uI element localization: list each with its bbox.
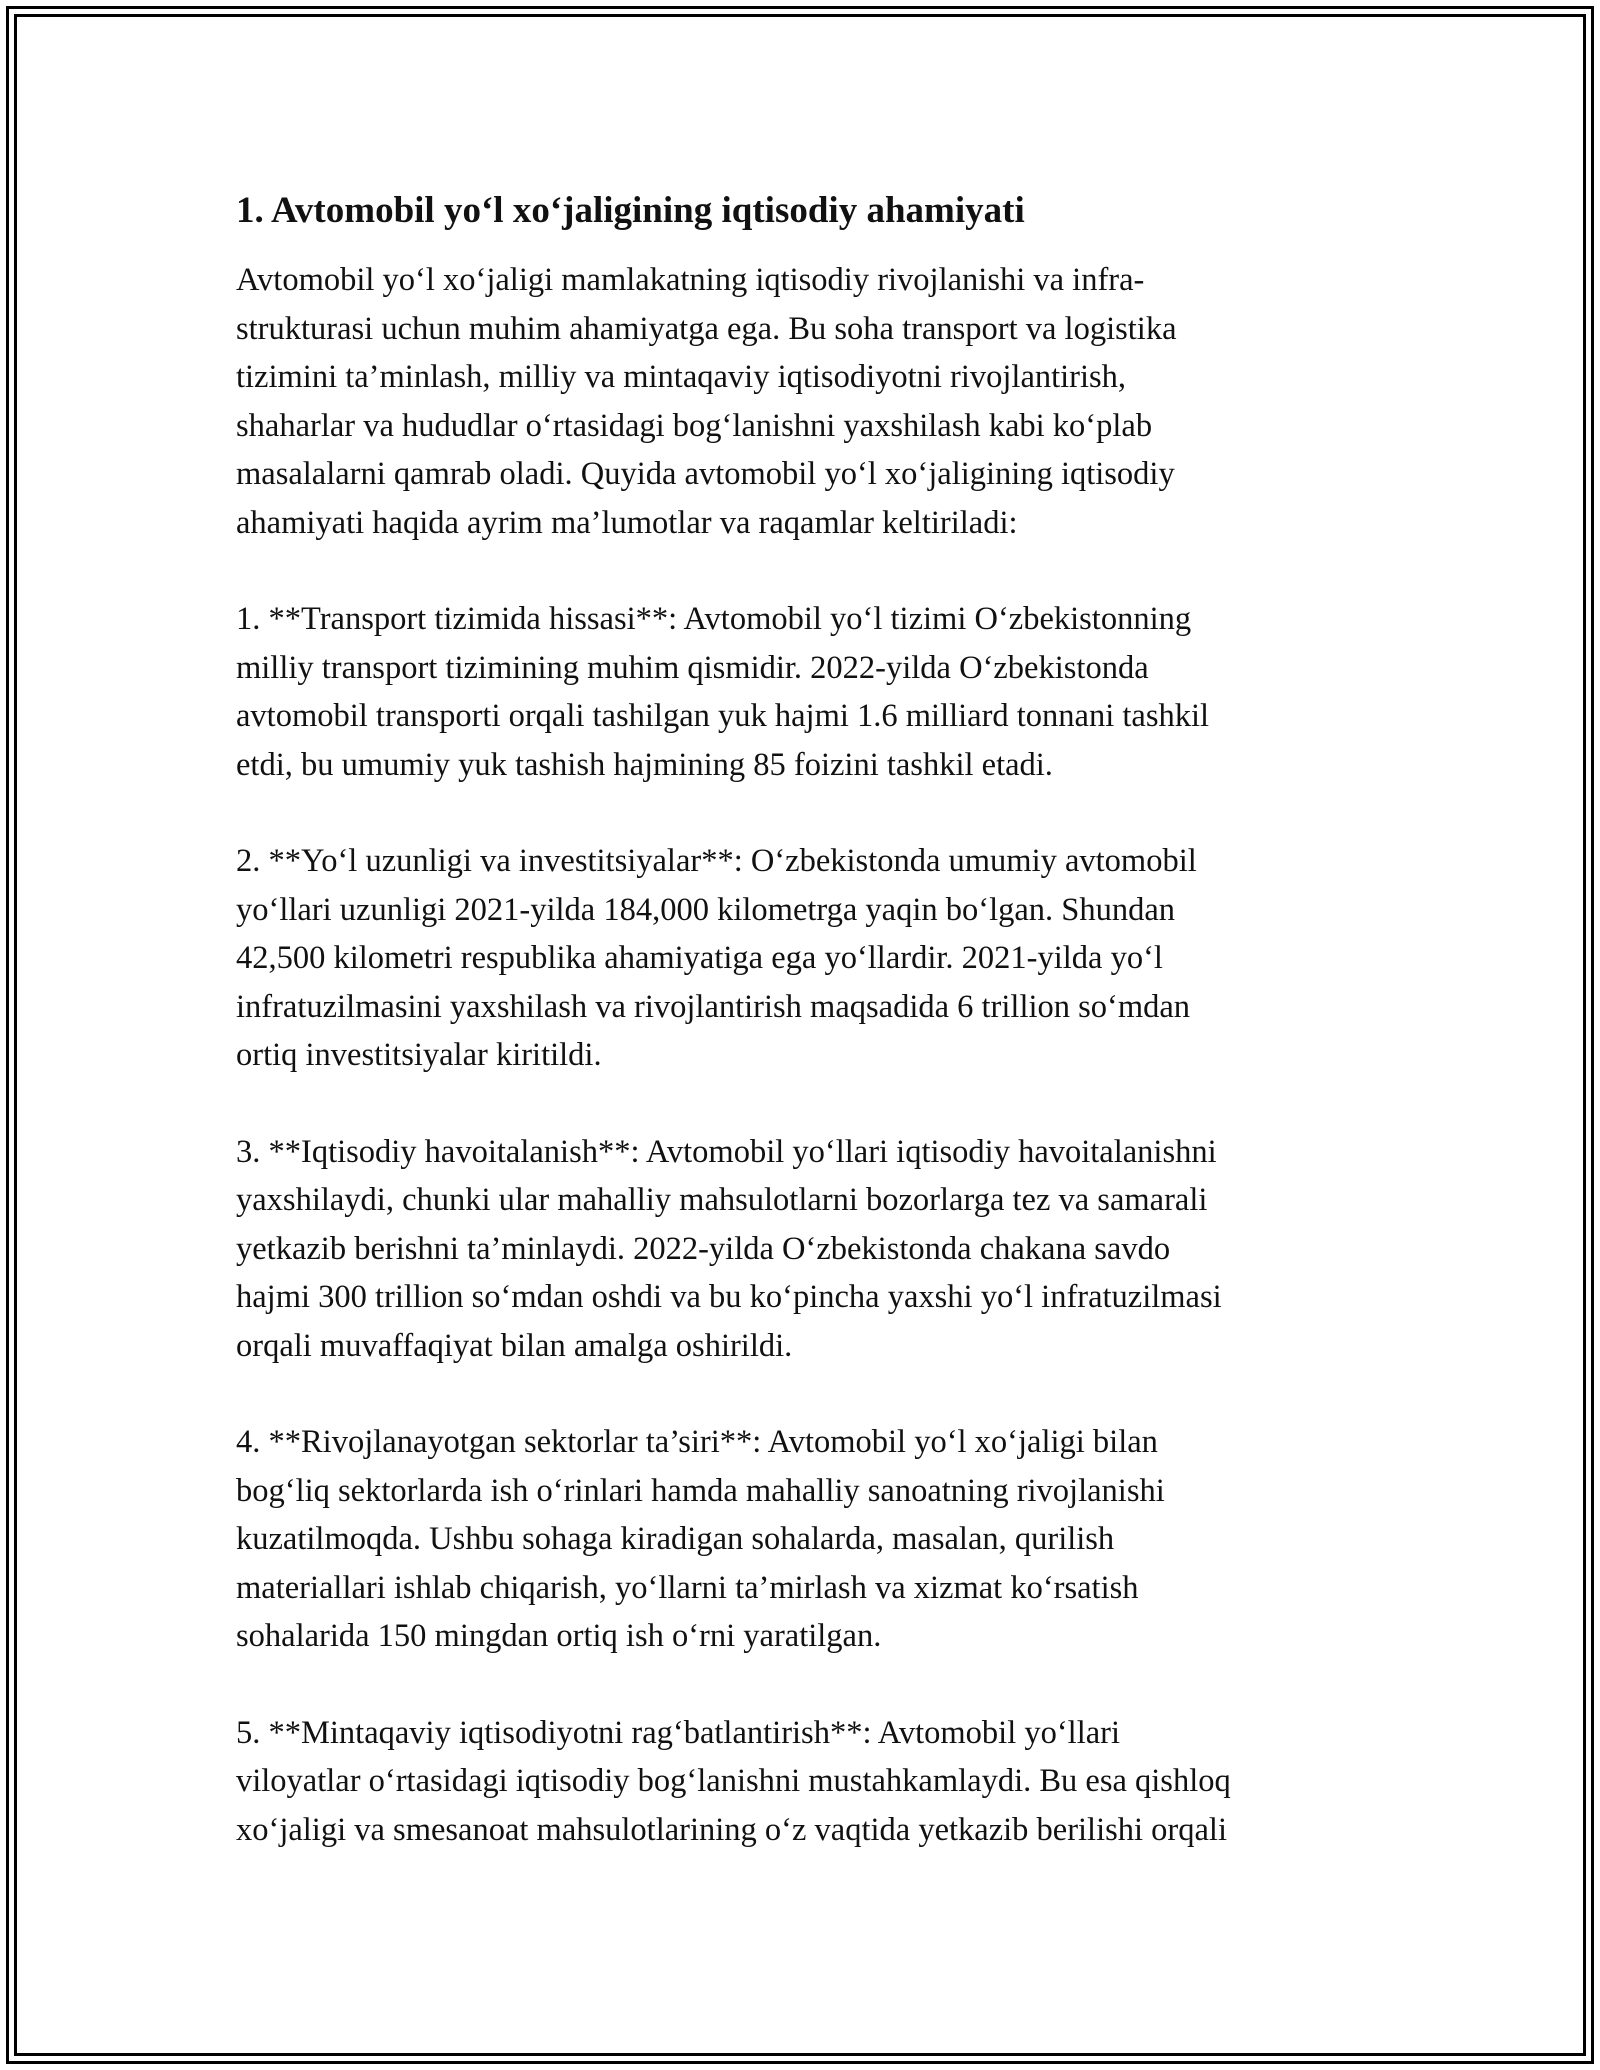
document-title: 1. Avtomobil yo‘l xo‘jaligining iqtisodiy ahamiyati: [236, 190, 1025, 231]
intro-paragraph: Avtomobil yo‘l xo‘jaligi mamlakatning iqtisodiy rivojlanishi va infra- strukturasi uchun muhim ahamiyatga ega. Bu soha transport va logistika tizimini ta’minlash, milliy va mintaqaviy iqtisodiyotni rivojlantirish, shaharlar va hududlar o‘rtasidagi bog‘lanishni yaxshilash kabi ko‘plab masalalarni qamrab oladi. Quyida avtomobil yo‘l xo‘jaligining iqtisodiy ahamiyati haqida ayrim ma’lumotlar va raqamlar keltiriladi:: [236, 262, 1177, 541]
paragraph-economic-connectivity: 3. **Iqtisodiy havoitalanish**: Avtomobil yo‘llari iqtisodiy havoitalanishni yaxshilaydi, chunki ular mahalliy mahsulotlarni bozorlarga tez va samarali yetkazib berishni ta’minlaydi. 2022-yilda O‘zbekistonda chakana savdo hajmi 300 trillion so‘mdan oshdi va bu ko‘pincha yaxshi yo‘l infratuzilmasi orqali muvaffaqiyat bilan amalga oshirildi.: [236, 1133, 1222, 1364]
document-body: [236, 186, 1386, 1854]
paragraph-developing-sectors: 4. **Rivojlanayotgan sektorlar ta’siri**: Avtomobil yo‘l xo‘jaligi bilan bog‘liq sektorlarda ish o‘rinlari hamda mahalliy sanoatning rivojlanishi kuzatilmoqda. Ushbu sohaga kiradigan sohalarda, masalan, qurilish materiallari ishlab chiqarish, yo‘llarni ta’mirlash va xizmat ko‘rsatish sohalarida 150 mingdan ortiq ish o‘rni yaratilgan.: [236, 1424, 1165, 1654]
paragraph-transport-share: 1. **Transport tizimida hissasi**: Avtomobil yo‘l tizimi O‘zbekistonning milliy transport tizimining muhim qismidir. 2022-yilda O‘zbekistonda avtomobil transporti orqali tashilgan yuk hajmi 1.6 milliard tonnani tashkil etdi, bu umumiy yuk tashish hajmining 85 foizini tashkil etadi.: [236, 601, 1210, 783]
paragraph-regional-economy: 5. **Mintaqaviy iqtisodiyotni rag‘batlantirish**: Avtomobil yo‘llari viloyatlar o‘rtasidagi iqtisodiy bog‘lanishni mustahkamlaydi. Bu esa qishloq xo‘jaligi va smesanoat mahsulotlarining o‘z vaqtida yetkazib berilishi orqali: [236, 1714, 1231, 1848]
paragraph-road-length-investments: 2. **Yo‘l uzunligi va investitsiyalar**: O‘zbekistonda umumiy avtomobil yo‘llari uzunligi 2021-yilda 184,000 kilometrga yaqin bo‘lgan. Shundan 42,500 kilometri respublika ahamiyatiga ega yo‘llardir. 2021-yilda yo‘l infratuzilmasini yaxshilash va rivojlantirish maqsadida 6 trillion so‘mdan ortiq investitsiyalar kiritildi.: [236, 843, 1197, 1073]
